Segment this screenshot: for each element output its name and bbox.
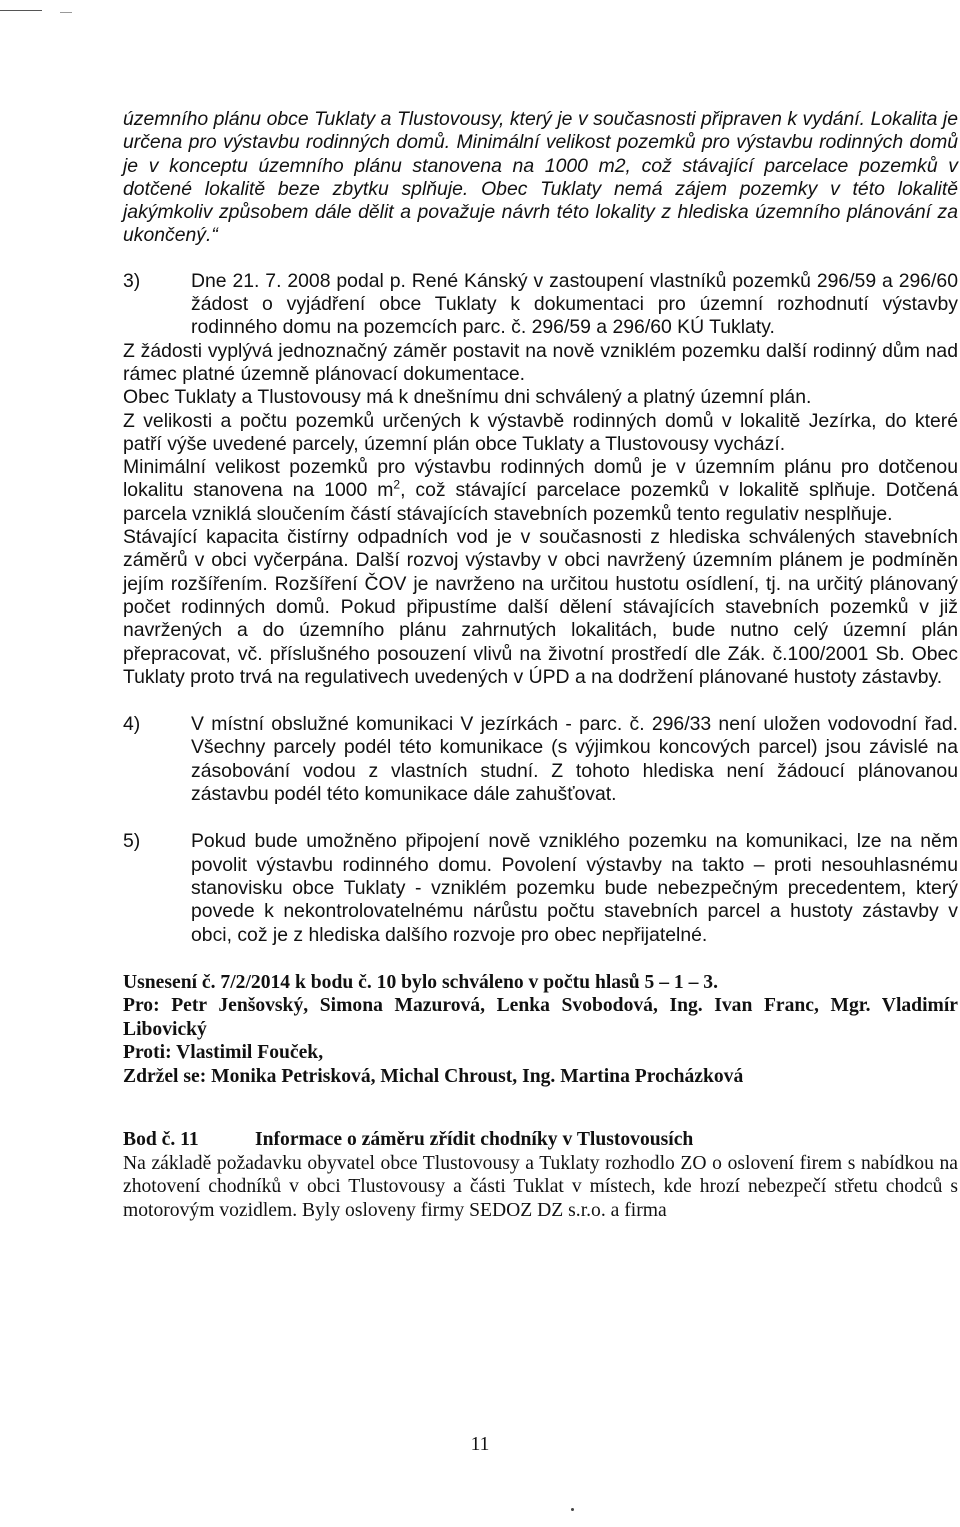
list-item-3 bbox=[123, 270, 958, 340]
scan-artifact-line bbox=[0, 10, 42, 11]
resolution-title: Usnesení č. 7/2/2014 k bodu č. 10 bylo schváleno v počtu hlasů 5 – 1 – 3. bbox=[123, 971, 718, 993]
item-number: 4) bbox=[123, 713, 141, 736]
superscript: 2 bbox=[393, 477, 401, 492]
list-item-5 bbox=[123, 830, 958, 946]
item3-paragraph-1: Z žádosti vyplývá jednoznačný záměr postavit na nově vzniklém pozemku další rodinný dům nad rámec platné územně plánovací dokumentace. bbox=[123, 339, 958, 385]
agenda-title: Informace o záměru zřídit chodníky v Tlustovousích bbox=[255, 1129, 694, 1151]
item3-p4-text-end: , což stávající parcelace pozemků v lokalitě splňuje. Dotčená parcela vzniklá sloučením částí stávajících stavebních pozemků tento regulativ nesplňuje. bbox=[123, 479, 959, 525]
agenda-item-11 bbox=[123, 1128, 958, 1222]
list-item-4 bbox=[123, 713, 958, 806]
resolution-against: Proti: Vlastimil Fouček, bbox=[123, 1042, 324, 1064]
page-content bbox=[123, 108, 958, 1222]
resolution-abstained: Zdržel se: Monika Petrisková, Michal Chroust, Ing. Martina Procházková bbox=[123, 1065, 744, 1087]
page-number: 11 bbox=[470, 1434, 490, 1455]
item-number: 3) bbox=[123, 269, 141, 292]
quoted-paragraph: územního plánu obce Tuklaty a Tlustovousy, který je v současnosti připraven k vydání. Lokalita je určena pro výstavbu rodinných domů. Minimální velikost pozemků pro výstavbu rodinných domů je v konceptu územního plánu stanovena na 1000 m2, což stávající parcelace pozemků v dotčené lokalitě beze zbytku splňuje. Obec Tuklaty nemá zájem pozemky v této lokalitě jakýmkoliv způsobem dále dělit a považuje návrh této lokality z hlediska územního plánování za ukončený.“ bbox=[123, 108, 958, 247]
item3-paragraph-2: Obec Tuklaty a Tlustovousy má k dnešnímu dni schválený a platný územní plán. bbox=[123, 386, 812, 409]
item3-paragraph-5: Stávající kapacita čistírny odpadních vod je v současnosti z hlediska schválených stavebních záměrů v obci vyčerpána. Další rozvoj výstavby v obci navržený územním plánem je podmíněn jejím rozšířením. Rozšíření ČOV je navrženo na určitou hustotu osídlení, tj. na určitý plánovaný počet rodinných domů. Pokud připustíme další dělení stávajících stavebních pozemků v již navržených a do územního plánu zahrnutých lokalitách, bude nutno celý územní plán přepracovat, vč. příslušného posouzení vlivů na životní prostředí dle Zák. č.100/2001 Sb. Obec Tuklaty proto trvá na regulativech uvedených v ÚPD a na dodržení plánované hustoty zástavby. bbox=[123, 526, 958, 688]
item-text: V místní obslužné komunikaci V jezírkách - parc. č. 296/33 není uložen vodovodní řad. Všechny parcely podél této komunikace (s výjimkou koncových parcel) jsou závislé na zásobování vodou z vlastních studní. Z tohoto hlediska není žádoucí plánovanou zástavbu podél této komunikace dále zahušťovat. bbox=[191, 713, 958, 806]
item3-p4-text: Minimální velikost pozemků pro výstavbu rodinných domů je v územním plánu pro dotčenou lokalitu stanovena na 1000 m bbox=[123, 456, 958, 502]
agenda-heading bbox=[123, 1128, 958, 1152]
item-intro: Dne 21. 7. 2008 podal p. René Kánský v zastoupení vlastníků pozemků 296/59 a 296/60 žádost o vyjádření obce Tuklaty k dokumentaci pro územní rozhodnutí výstavby rodinného domu na pozemcích parc. č. 296/59 a 296/60 KÚ Tuklaty. bbox=[191, 269, 958, 339]
agenda-text: Na základě požadavku obyvatel obce Tlustovousy a Tuklaty rozhodlo ZO o oslovení firem s nabídkou na zhotovení chodníků v obci Tlustovousy a části Tuklat v místech, kde hrozí nebezpečí střetu chodců s motorovým vozidlem. Byly osloveny firmy SEDOZ DZ s.r.o. a firma bbox=[123, 1152, 958, 1221]
resolution-block bbox=[123, 971, 958, 1089]
scan-artifact-line bbox=[60, 12, 72, 13]
agenda-label: Bod č. 11 bbox=[123, 1129, 199, 1151]
item-number: 5) bbox=[123, 830, 141, 853]
resolution-for: Pro: Petr Jenšovský, Simona Mazurová, Lenka Svobodová, Ing. Ivan Franc, Mgr. Vladimír Libovický bbox=[123, 995, 958, 1040]
scan-speck bbox=[571, 1508, 574, 1511]
item3-paragraph-4 bbox=[123, 456, 958, 526]
item3-paragraph-3: Z velikosti a počtu pozemků určených k výstavbě rodinných domů v lokalitě Jezírka, do které patří výše uvedené parcely, územní plán obce Tuklaty a Tlustovousy vychází. bbox=[123, 409, 958, 455]
item-text: Pokud bude umožněno připojení nově vzniklého pozemku na komunikaci, lze na něm povolit výstavbu rodinného domu. Povolení výstavby na takto – proti nesouhlasnému stanovisku obce Tuklaty - vzniklém pozemku bude nebezpečným precedentem, který povede k nekontrolovatelnému nárůstu počtu stavebních parcel a hustoty zástavby v obci, což je z hlediska dalšího rozvoje pro obec nepřijatelné. bbox=[191, 830, 958, 946]
